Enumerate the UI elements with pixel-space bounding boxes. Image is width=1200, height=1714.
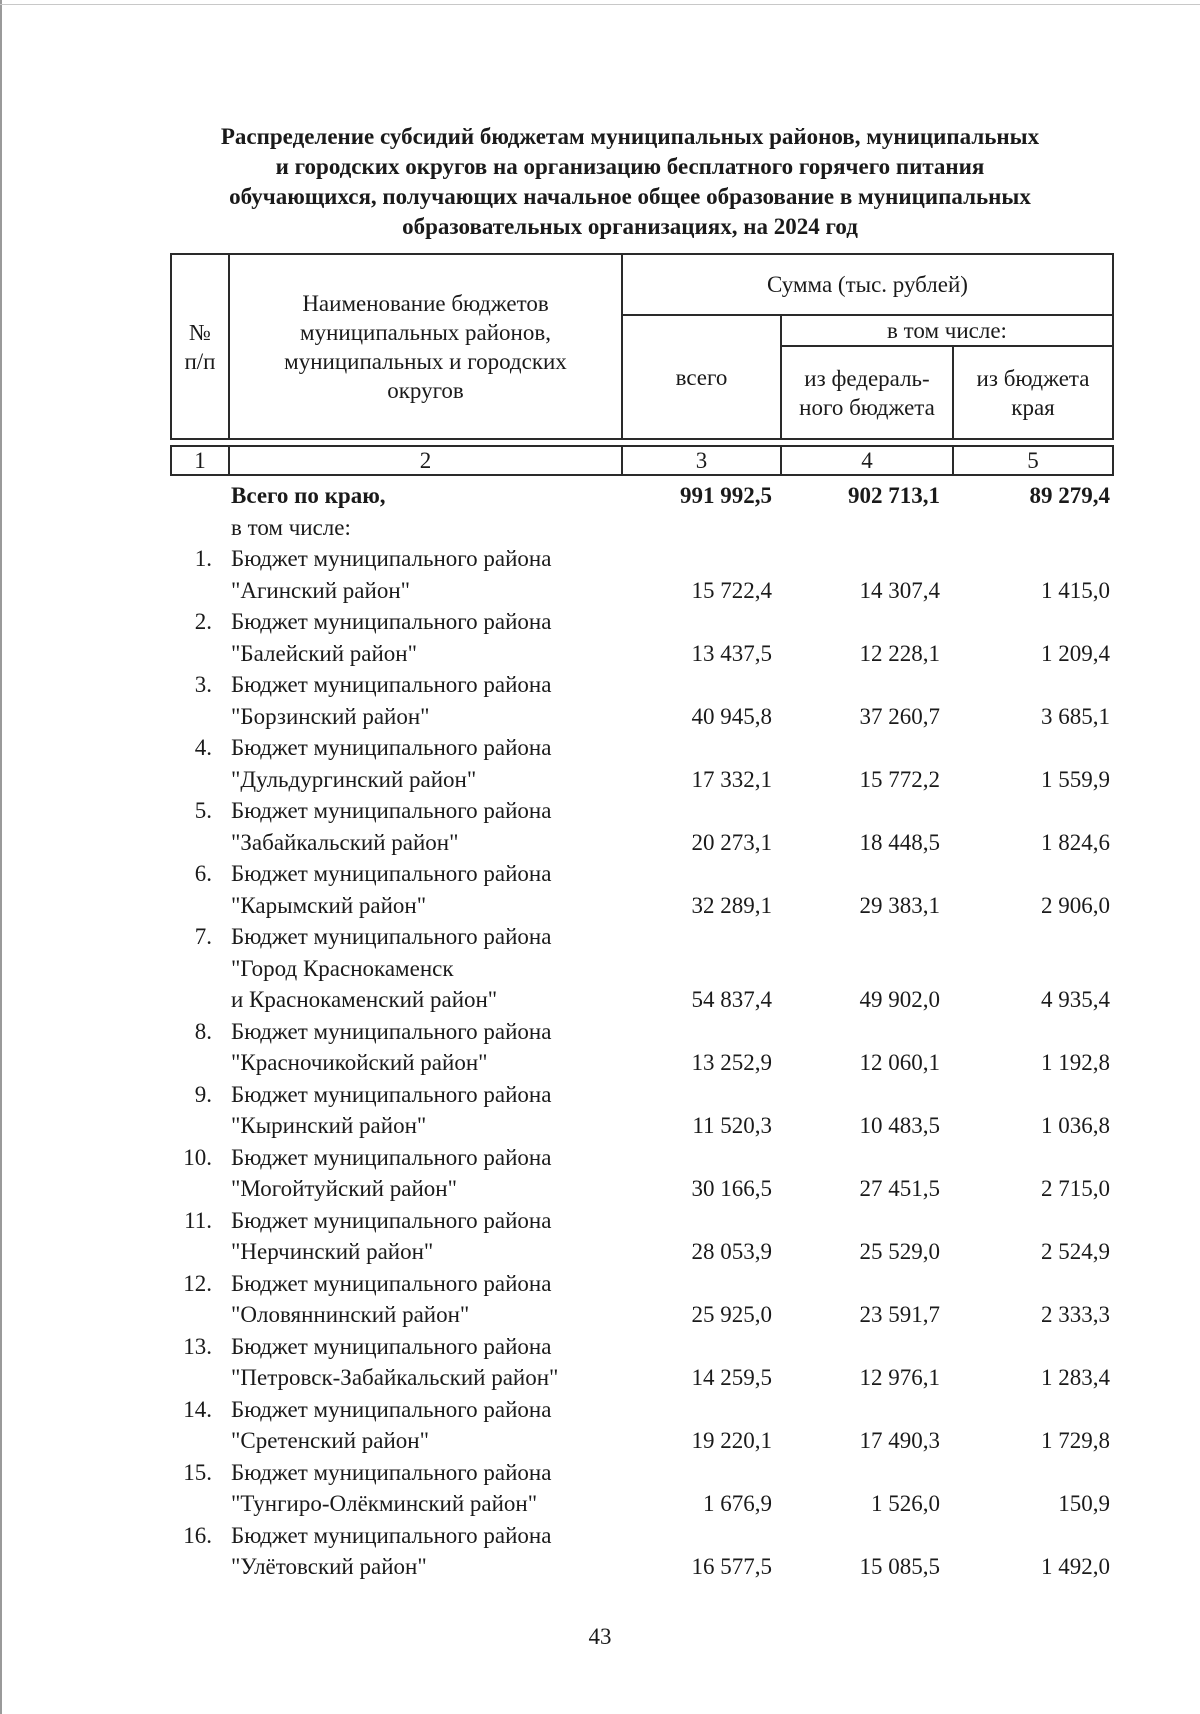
table-row (170, 1142, 1112, 1205)
row-name-line: "Улётовский район" (231, 1554, 427, 1579)
row-number (170, 606, 212, 669)
row-name-line: "Оловяннинский район" (231, 1302, 470, 1327)
row-budget-name (231, 543, 631, 606)
row-budget-name (231, 1331, 631, 1394)
row-budget-name (231, 1457, 631, 1520)
row-value-total: 16 577,5 (691, 1554, 772, 1579)
header-federal: из федераль-ного бюджета (781, 346, 953, 439)
row-name-line: "Балейский район" (231, 640, 417, 666)
total-row-total: 991 992,5 (680, 483, 772, 508)
row-number-text: 4. (194, 735, 212, 760)
row-number (170, 1079, 212, 1142)
row-value-federal: 37 260,7 (859, 703, 940, 729)
row-value-federal: 29 383,1 (859, 892, 940, 918)
table-row (170, 543, 1112, 606)
row-value-regional: 1 192,8 (1041, 1050, 1110, 1075)
title-line-1: Распределение субсидий бюджетам муниципальных районов, муниципальных (220, 124, 1040, 149)
row-value-regional: 2 715,0 (1041, 1176, 1110, 1201)
row-number-text: 16. (183, 1522, 212, 1548)
row-budget-name (231, 1079, 631, 1142)
row-number (170, 1520, 212, 1583)
table-row (170, 606, 1112, 669)
scan-edge-top (0, 4, 1200, 5)
row-number (170, 669, 212, 732)
page-number: 43 (588, 1624, 612, 1649)
row-number (170, 732, 212, 795)
row-number-text: 10. (183, 1144, 212, 1170)
header-including: в том числе: (781, 315, 1113, 346)
row-number (170, 1457, 212, 1520)
row-value-federal: 1 526,0 (871, 1491, 940, 1516)
row-budget-name (231, 795, 631, 858)
row-budget-name (231, 669, 631, 732)
table-row (170, 1016, 1112, 1079)
row-value-total: 40 945,8 (691, 703, 772, 729)
row-name-line: "Агинский район" (231, 577, 411, 603)
row-number-text: 3. (194, 672, 212, 697)
row-value-regional: 1 824,6 (1041, 829, 1110, 855)
row-name-line: Бюджет муниципального района (231, 1018, 552, 1044)
row-budget-name (231, 921, 631, 1016)
row-number (170, 543, 212, 606)
scan-edge-left (0, 0, 2, 1714)
table-row (170, 795, 1112, 858)
row-value-federal: 14 307,4 (859, 577, 940, 603)
row-number (170, 1331, 212, 1394)
row-number-text: 12. (183, 1270, 212, 1296)
title-line-3: обучающихся, получающих начальное общее образование в муниципальных (229, 184, 1031, 209)
table-row (170, 1394, 1112, 1457)
row-budget-name (231, 1142, 631, 1205)
including-row (170, 512, 1112, 544)
row-number (170, 795, 212, 858)
column-number: 3 (622, 446, 781, 475)
table-header (170, 253, 1114, 440)
row-name-line: Бюджет муниципального района (231, 1396, 552, 1422)
row-name-line: Бюджет муниципального района (231, 798, 552, 823)
row-name-line: Бюджет муниципального района (231, 546, 552, 571)
row-name-line: Бюджет муниципального района (231, 861, 552, 886)
row-name-line: Бюджет муниципального района (231, 1459, 552, 1485)
row-number-text: 1. (194, 546, 212, 571)
row-number-text: 2. (194, 609, 212, 634)
total-row-label: Всего по краю, (231, 483, 386, 508)
row-value-federal: 17 490,3 (859, 1428, 940, 1453)
row-number (170, 858, 212, 921)
row-name-line: "Кыринский район" (231, 1113, 427, 1138)
row-name-line: Бюджет муниципального района (231, 924, 552, 949)
row-name-line: "Петровск-Забайкальский район" (231, 1365, 559, 1390)
row-name-line: Бюджет муниципального района (231, 735, 552, 760)
row-value-total: 14 259,5 (691, 1365, 772, 1390)
column-number: 4 (781, 446, 953, 475)
row-value-total: 11 520,3 (692, 1113, 772, 1138)
row-value-total: 32 289,1 (691, 892, 772, 918)
table-row (170, 1205, 1112, 1268)
row-value-total: 15 722,4 (691, 577, 772, 603)
row-name-line: Бюджет муниципального района (231, 1081, 552, 1107)
row-budget-name (231, 1205, 631, 1268)
total-row-federal: 902 713,1 (848, 483, 940, 508)
row-budget-name (231, 1394, 631, 1457)
row-value-regional: 1 036,8 (1041, 1113, 1110, 1138)
row-number-text: 5. (194, 798, 212, 823)
row-value-regional: 3 685,1 (1041, 703, 1110, 729)
row-name-line: Бюджет муниципального района (231, 1207, 552, 1233)
row-name-line: "Сретенский район" (231, 1428, 429, 1453)
row-value-regional: 4 935,4 (1041, 987, 1110, 1012)
row-name-line: "Дульдургинский район" (231, 766, 477, 792)
row-value-federal: 23 591,7 (859, 1302, 940, 1327)
total-row (170, 480, 1112, 512)
row-value-regional: 2 906,0 (1041, 892, 1110, 918)
row-value-federal: 10 483,5 (859, 1113, 940, 1138)
row-number-text: 7. (194, 924, 212, 949)
row-name-line: Бюджет муниципального района (231, 1333, 552, 1359)
row-number-text: 14. (183, 1396, 212, 1422)
title-line-2: и городских округов на организацию бесплатного горячего питания (275, 154, 985, 179)
row-value-regional: 1 283,4 (1041, 1365, 1110, 1390)
row-number-text: 11. (184, 1207, 212, 1233)
header-regional: из бюджета края (953, 346, 1113, 439)
row-value-total: 1 676,9 (703, 1491, 772, 1516)
table-row (170, 858, 1112, 921)
row-name-line: "Могойтуйский район" (231, 1176, 457, 1201)
title-line-4: образовательных организациях, на 2024 год (402, 214, 858, 239)
row-name-line: "Тунгиро-Олёкминский район" (231, 1491, 538, 1516)
row-value-federal: 15 772,2 (859, 766, 940, 792)
row-number (170, 1205, 212, 1268)
row-name-line: "Нерчинский район" (231, 1239, 434, 1264)
including-label: в том числе: (231, 514, 351, 540)
row-value-total: 30 166,5 (691, 1176, 772, 1201)
table-row (170, 732, 1112, 795)
column-number: 5 (953, 446, 1113, 475)
row-value-regional: 1 415,0 (1041, 577, 1110, 603)
row-value-total: 13 437,5 (691, 640, 772, 666)
table-body (170, 480, 1112, 1583)
row-value-regional: 2 333,3 (1041, 1302, 1110, 1327)
row-value-federal: 12 060,1 (859, 1050, 940, 1075)
row-value-total: 20 273,1 (691, 829, 772, 855)
row-value-total: 17 332,1 (691, 766, 772, 792)
row-number (170, 1394, 212, 1457)
header-sum: Сумма (тыс. рублей) (622, 254, 1113, 315)
row-number-text: 6. (194, 861, 212, 886)
row-name-line: Бюджет муниципального района (231, 609, 552, 634)
column-number: 2 (229, 446, 622, 475)
row-number (170, 1142, 212, 1205)
row-value-federal: 15 085,5 (859, 1554, 940, 1579)
row-number-text: 9. (194, 1081, 212, 1107)
page-title (150, 122, 1110, 242)
row-value-federal: 12 228,1 (859, 640, 940, 666)
row-number-text: 13. (183, 1333, 212, 1359)
row-name-line: Бюджет муниципального района (231, 672, 552, 697)
row-name-line: Бюджет муниципального района (231, 1522, 552, 1548)
row-number (170, 1016, 212, 1079)
column-number: 1 (171, 446, 229, 475)
row-budget-name (231, 858, 631, 921)
table-row (170, 1457, 1112, 1520)
row-name-line: "Город Краснокаменск (231, 955, 454, 981)
row-number-text: 15. (183, 1459, 212, 1485)
row-budget-name (231, 1016, 631, 1079)
row-budget-name (231, 1268, 631, 1331)
row-value-total: 54 837,4 (691, 987, 772, 1012)
row-budget-name (231, 732, 631, 795)
row-number-text: 8. (194, 1018, 212, 1044)
row-name-line: Бюджет муниципального района (231, 1270, 552, 1296)
row-name-line: "Карымский район" (231, 892, 427, 918)
row-value-regional: 1 209,4 (1041, 640, 1110, 666)
header-name: Наименование бюджетов муниципальных районов, муниципальных и городских округов (229, 254, 622, 439)
row-value-federal: 27 451,5 (859, 1176, 940, 1201)
row-value-federal: 18 448,5 (859, 829, 940, 855)
row-budget-name (231, 1520, 631, 1583)
row-value-regional: 150,9 (1058, 1491, 1110, 1516)
row-budget-name (231, 606, 631, 669)
row-value-regional: 1 729,8 (1041, 1428, 1110, 1453)
table-row (170, 1520, 1112, 1583)
table-row (170, 669, 1112, 732)
row-name-line: и Краснокаменский район" (231, 987, 498, 1012)
column-numbers-row (170, 445, 1114, 476)
district-rows (170, 543, 1112, 1583)
row-value-federal: 49 902,0 (859, 987, 940, 1012)
row-name-line: Бюджет муниципального района (231, 1144, 552, 1170)
row-value-total: 13 252,9 (691, 1050, 772, 1075)
row-value-total: 28 053,9 (691, 1239, 772, 1264)
row-value-regional: 1 559,9 (1041, 766, 1110, 792)
row-value-total: 19 220,1 (691, 1428, 772, 1453)
row-number (170, 921, 212, 1016)
total-row-regional: 89 279,4 (1029, 483, 1110, 508)
row-value-regional: 2 524,9 (1041, 1239, 1110, 1264)
table-row (170, 1268, 1112, 1331)
row-name-line: "Борзинский район" (231, 703, 430, 729)
row-number (170, 1268, 212, 1331)
table-row (170, 921, 1112, 1016)
table-row (170, 1079, 1112, 1142)
row-name-line: "Красночикойский район" (231, 1050, 488, 1075)
row-value-federal: 12 976,1 (859, 1365, 940, 1390)
header-num: № п/п (171, 254, 229, 439)
header-total: всего (622, 315, 781, 439)
row-value-regional: 1 492,0 (1041, 1554, 1110, 1579)
row-name-line: "Забайкальский район" (231, 829, 459, 855)
table-row (170, 1331, 1112, 1394)
row-value-total: 25 925,0 (691, 1302, 772, 1327)
row-value-federal: 25 529,0 (859, 1239, 940, 1264)
